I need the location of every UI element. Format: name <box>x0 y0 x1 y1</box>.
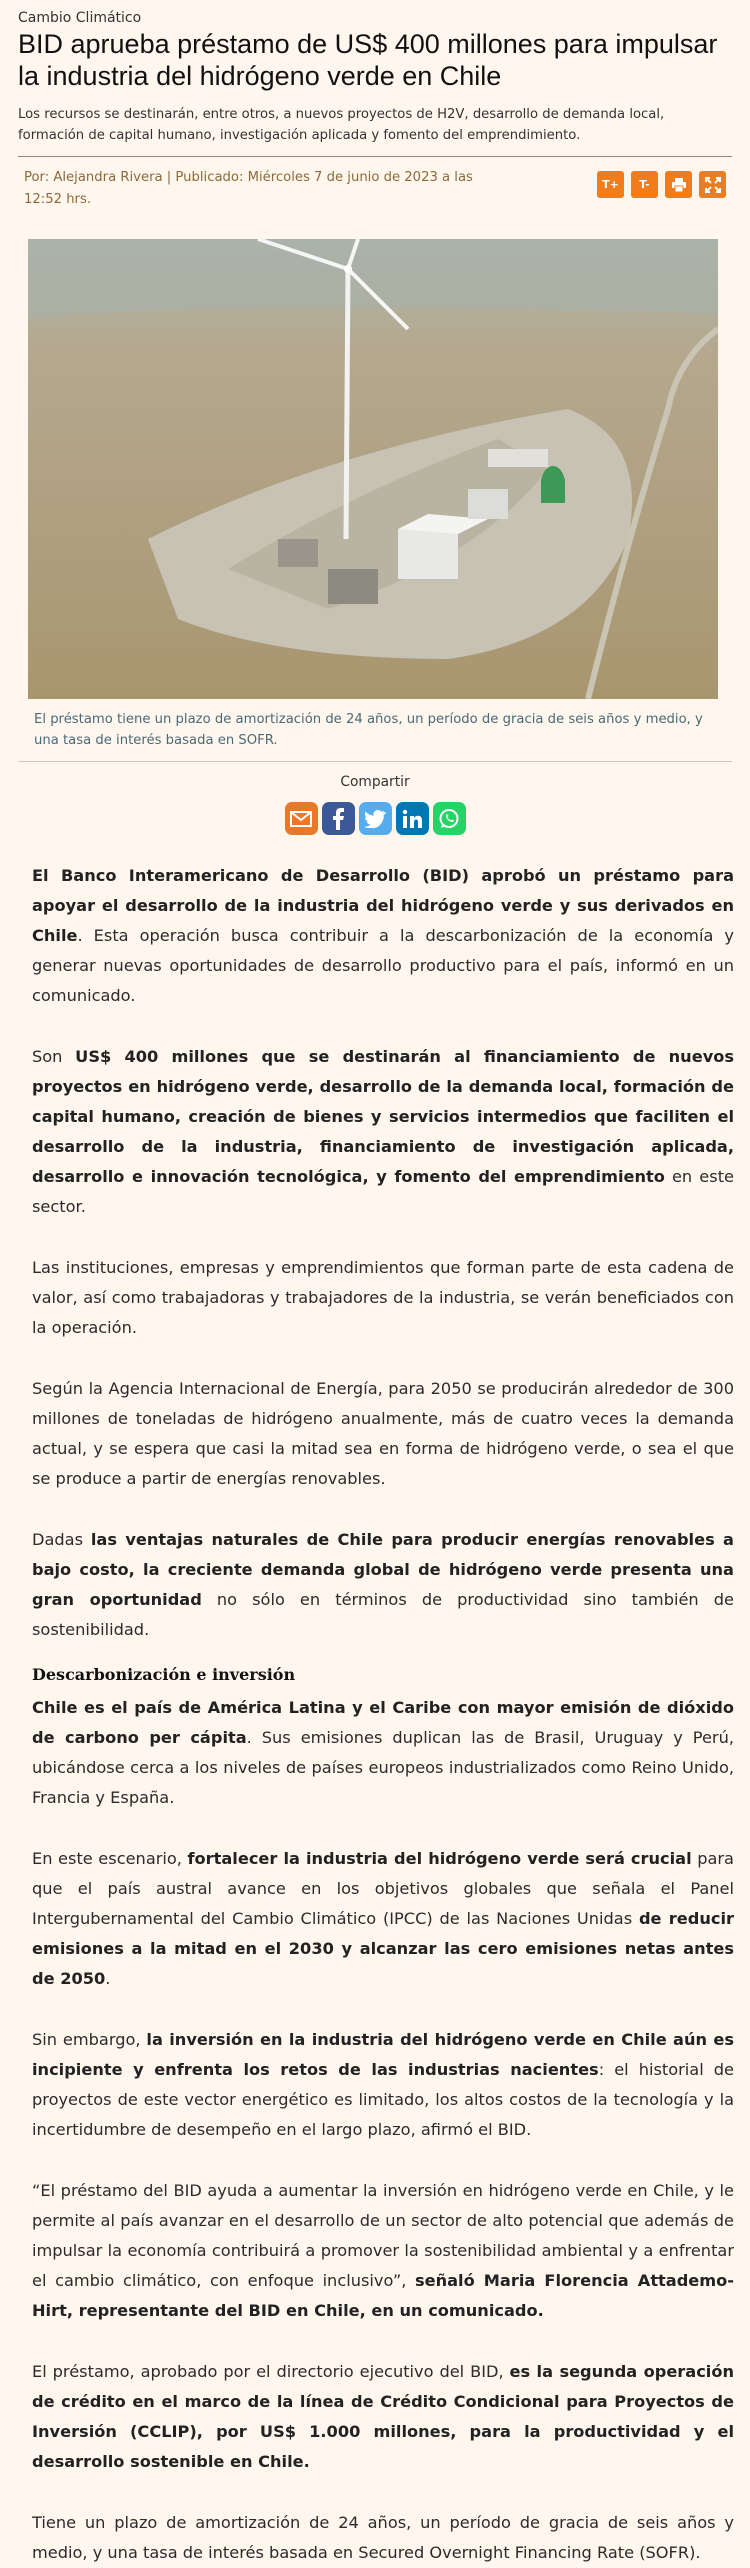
article-title: BID aprueba préstamo de US$ 400 millones para impulsar la industria del hidrógeno verde en Chile <box>18 29 718 91</box>
twitter-icon <box>364 810 386 828</box>
text-run: El préstamo, aprobado por el directorio ejecutivo del BID, <box>32 2362 510 2381</box>
paragraph <box>32 2357 734 2477</box>
paragraph <box>32 1374 734 1494</box>
paragraph <box>32 1253 734 1343</box>
text-run: Tiene un plazo de amortización de 24 años, un período de gracia de seis años y medio, y una tasa de interés basada en Secured Overnight Financing Rate (SOFR). <box>32 2513 734 2562</box>
text-run: Dadas <box>32 1530 91 1549</box>
article-tools <box>597 171 726 227</box>
paragraph <box>32 2508 734 2568</box>
section-label[interactable]: Cambio Climático <box>18 10 142 26</box>
paragraph <box>32 1844 734 1994</box>
email-icon <box>290 811 312 827</box>
article-lead: Los recursos se destinarán, entre otros, a nuevos proyectos de H2V, desarrollo de demanda local, formación de capital humano, investigación aplicada y fomento del emprendimiento. <box>18 107 665 143</box>
bold-run: El Banco Interamericano de Desarrollo (BID) aprobó un préstamo para apoyar el desarrollo de la industria del hidrógeno verde y sus derivados en Chile <box>32 866 734 945</box>
whatsapp-icon <box>438 808 460 830</box>
print-icon <box>671 177 687 193</box>
divider <box>18 761 732 762</box>
text-run: En este escenario, <box>32 1849 188 1868</box>
paragraph <box>32 1525 734 1645</box>
decrease-font-button[interactable]: T- <box>631 171 658 198</box>
print-button[interactable] <box>665 171 692 198</box>
text-run: Según la Agencia Internacional de Energía, para 2050 se producirán alrededor de 300 millones de toneladas de hidrógeno anualmente, más de cuatro veces la demanda actual, y se espera que casi la mitad sea en forma de hidrógeno verde, o sea el que se produce a partir de energías renovables. <box>32 1379 734 1488</box>
share-label: Compartir <box>340 774 410 790</box>
linkedin-icon <box>402 809 422 829</box>
text-run: . Sus emisiones duplican las de Brasil, Uruguay y Perú, ubicándose cerca a los niveles de países europeos industrializados como Reino Unido, Francia y España. <box>32 1728 734 1807</box>
article-body <box>0 835 750 2568</box>
bold-run: de reducir emisiones a la mitad en el 2030 y alcanzar las cero emisiones netas antes de 2050 <box>32 1909 734 1988</box>
paragraph <box>32 1693 734 1813</box>
fullscreen-button[interactable] <box>699 171 726 198</box>
paragraph <box>32 2176 734 2326</box>
text-run: para que el país austral avance en los objetivos globales que señala el Panel Intergubernamental del Cambio Climático (IPCC) de las Naciones Unidas <box>32 1849 734 1928</box>
text-run: en este sector. <box>32 1167 734 1216</box>
share-twitter-button[interactable] <box>359 802 392 835</box>
share-bar <box>18 802 732 835</box>
paragraph <box>32 861 734 1011</box>
text-run: . <box>105 1969 111 1988</box>
share-whatsapp-button[interactable] <box>433 802 466 835</box>
text-run: “El préstamo del BID ayuda a aumentar la inversión en hidrógeno verde en Chile, y le permite al país avanzar en el desarrollo de un sector de alto potencial que además de impulsar la economía contribuirá a promover la sostenibilidad ambiental y a enfrentar el cambio climático, con enfoque inclusivo”, <box>32 2181 734 2290</box>
bold-run: US$ 400 millones que se destinarán al financiamiento de nuevos proyectos en hidrógeno verde, desarrollo de la demanda local, formación de capital humano, creación de bienes y servicios intermedios que faciliten el desarrollo de la industria, financiamiento de investigación aplicada, desarrollo e innovación tecnológica, y fomento del emprendimiento <box>32 1047 734 1186</box>
text-run: Son <box>32 1047 76 1066</box>
text-run: . Esta operación busca contribuir a la descarbonización de la economía y generar nuevas oportunidades de desarrollo productivo para el país, informó en un comunicado. <box>32 926 734 1005</box>
text-run: Sin embargo, <box>32 2030 147 2049</box>
bold-run: fortalecer la industria del hidrógeno verde será crucial <box>187 1849 692 1868</box>
facebook-icon <box>331 808 345 830</box>
paragraph <box>32 2025 734 2145</box>
text-run: no sólo en términos de productividad sino también de sostenibilidad. <box>32 1590 734 1639</box>
increase-font-button[interactable]: T+ <box>597 171 624 198</box>
share-linkedin-button[interactable] <box>396 802 429 835</box>
article-photo <box>28 239 718 699</box>
bold-run: las ventajas naturales de Chile para producir energías renovables a bajo costo, la creciente demanda global de hidrógeno verde presenta una gran oportunidad <box>32 1530 734 1609</box>
bold-run: Chile es el país de América Latina y el Caribe con mayor emisión de dióxido de carbono per cápita <box>32 1698 734 1747</box>
paragraph <box>32 1042 734 1222</box>
share-facebook-button[interactable] <box>322 802 355 835</box>
text-run: : el historial de proyectos de este vector energético es limitado, los altos costos de la tecnología y la incertidumbre de desempeño en el largo plazo, afirmó el BID. <box>32 2060 734 2139</box>
text-run: Las instituciones, empresas y emprendimientos que forman parte de esta cadena de valor, así como trabajadoras y trabajadores de la industria, se verán beneficiados con la operación. <box>32 1258 734 1337</box>
bold-run: es la segunda operación de crédito en el marco de la línea de Crédito Condicional para Proyectos de Inversión (CCLIP), por US$ 1.000 millones, para la productividad y el desarrollo sostenible en Chile. <box>32 2362 735 2471</box>
share-email-button[interactable] <box>285 802 318 835</box>
bold-run: la inversión en la industria del hidrógeno verde en Chile aún es incipiente y enfrenta los retos de las industrias nacientes <box>32 2030 734 2079</box>
byline: Por: Alejandra Rivera | Publicado: Miércoles 7 de junio de 2023 a las 12:52 hrs. <box>24 170 473 207</box>
article-subheading: Descarbonización e inversión <box>32 1665 296 1684</box>
meta-row <box>18 157 732 227</box>
expand-icon <box>705 177 721 193</box>
bold-run: señaló Maria Florencia Attademo-Hirt, representante del BID en Chile, en un comunicado. <box>32 2271 734 2320</box>
photo-caption: El préstamo tiene un plazo de amortización de 24 años, un período de gracia de seis años y medio, y una tasa de interés basada en SOFR. <box>34 712 703 748</box>
